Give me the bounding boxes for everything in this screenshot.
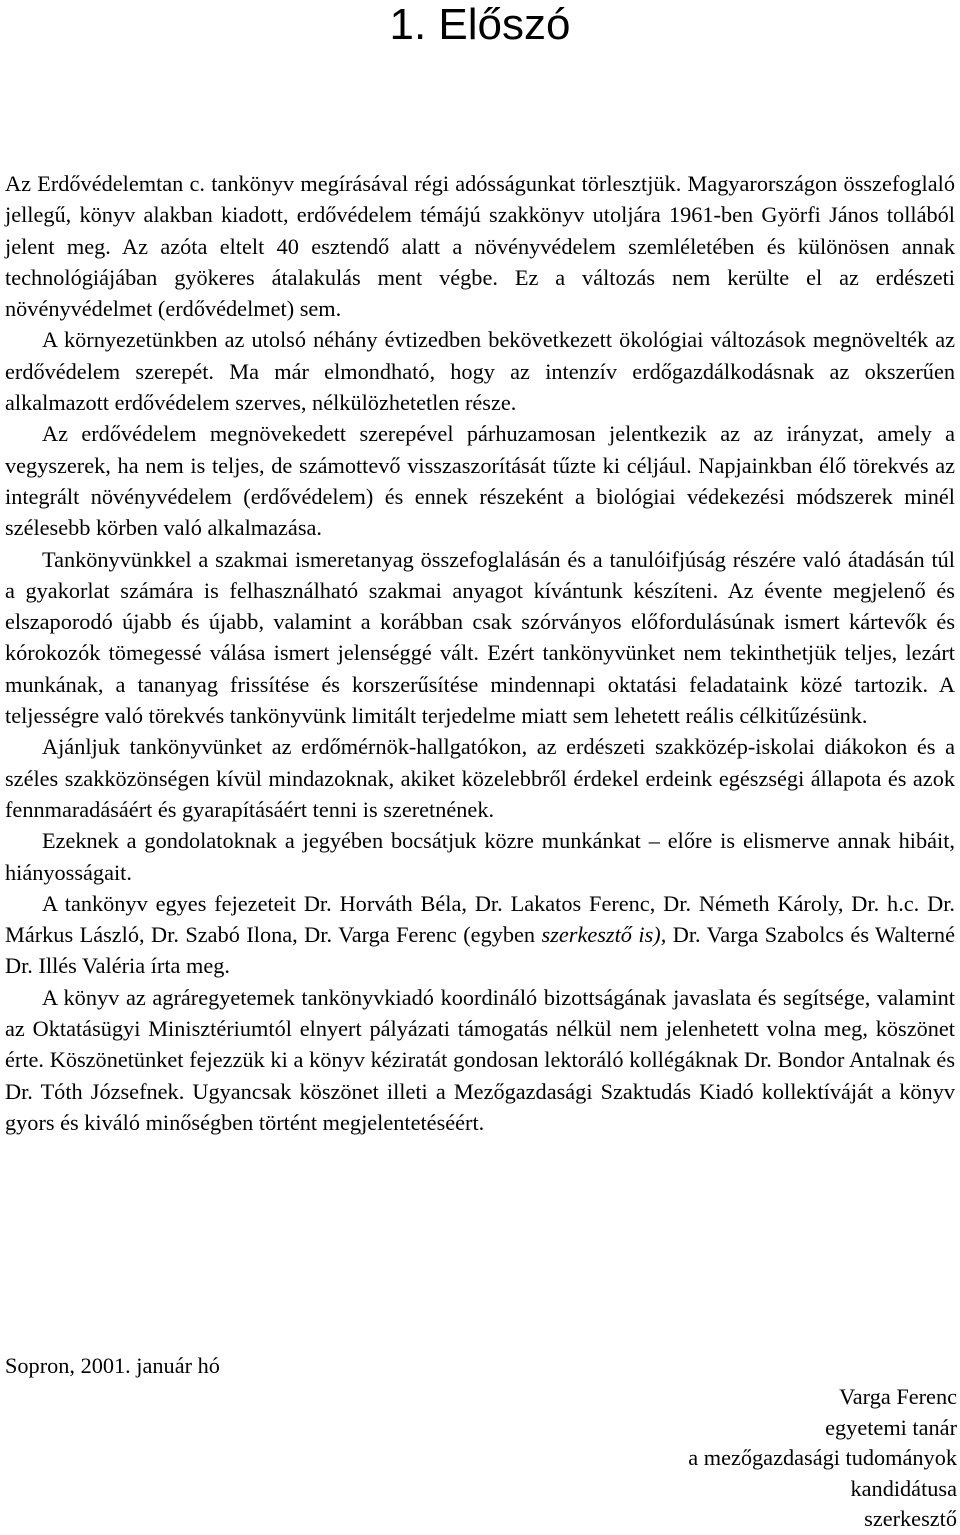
place-date: Sopron, 2001. január hó — [5, 1353, 220, 1378]
authors-text-after: Dr. Varga Szabolcs és Walterné Dr. Illés Valéria írta meg. — [5, 922, 955, 979]
paragraph-acknowledgements: A könyv az agráregyetemek tankönyvkiadó koordináló bizottságának javaslata és segítsége, valamint az Oktatásügyi Minisztériumtól elnyert pályázati támogatás nélkül nem jelenhetett volna meg, köszönet érte. Köszönetünket fejezzük ki a könyv kéziratát gondosan lektoráló kollégáknak Dr. Bondor Antalnak és Dr. Tóth Józsefnek. Ugyancsak köszönet illeti a Mezőgazdasági Szaktudás Kiadó kollektíváját a könyv gyors és kiváló minőségben történt megjelentetéséért. — [5, 984, 955, 1135]
paragraph-integrated-protection: Az erdővédelem megnövekedett szerepével párhuzamosan jelentkezik az az irányzat, amely a vegyszerek, ha nem is teljes, de számottevő visszaszorítását tűzte ki céljául. Napjainkban élő törekvés az integrált növényvédelem (erdővédelem) és ennek részeként a biológiai védekezési módszerek minél szélesebb körben való alkalmazása. — [5, 421, 955, 541]
preface-body — [5, 168, 955, 1138]
paragraph-authors — [5, 888, 955, 982]
authors-text-before: A tankönyv egyes fejezeteit Dr. Horváth Béla, Dr. Lakatos Ferenc, Dr. Németh Károly, Dr. h.c. Dr. Márkus László, Dr. Szabó Ilona, Dr. Varga Ferenc (egyben — [5, 890, 955, 948]
signature-name: Varga Ferenc — [839, 1384, 957, 1409]
signature-title: egyetemi tanár — [825, 1414, 957, 1440]
paragraph-publication: Ezeknek a gondolatoknak a jegyében bocsátjuk közre munkánkat – előre is elismerve annak hibáit, hiányosságait. — [5, 828, 955, 885]
signature-degree: a mezőgazdasági tudományok — [688, 1445, 957, 1470]
paragraph-recommendation: Ajánljuk tankönyvünket az erdőmérnök-hallgatókon, az erdészeti szakközép-iskolai diákokon és a széles szakközönségen kívül mindazoknak, akiket közelebbről érdekel erdeink egészségi állapota és azok fennmaradásáért és gyarapításáért tenni is szeretnének. — [5, 734, 955, 822]
signature-degree-2: kandidátusa — [850, 1475, 957, 1501]
paragraph-textbook-purpose: Tankönyvünkkel a szakmai ismeretanyag összefoglalásán és a tanulóifjúság részére való átadásán túl a gyakorlat számára is felhasználható szakmai anyagot kívántunk készíteni. Az évente megjelenő és elszaporodó újabb és újabb, valamint a korábban csak szórványos előfordulásúnak ismert kártevők és kórokozók tömegessé válása ismert jelenséggé vált. Ezért tankönyvünket nem tekinthetjük teljes, lezárt munkának, a tananyag frissítése és korszerűsítése mindennapi oktatási feladataink közé tartozik. A teljességre való törekvés tankönyvünk limitált terjedelme miatt sem lehetett reális célkitűzésünk. — [5, 546, 955, 729]
signature-role: szerkesztő — [864, 1506, 957, 1531]
signature-block — [688, 1382, 957, 1535]
page-title: 1. Előszó — [389, 0, 571, 49]
editor-note: szerkesztő is), — [541, 922, 667, 948]
paragraph-intro: Az Erdővédelemtan c. tankönyv megírásával régi adósságunkat törlesztjük. Magyarországon összefoglaló jellegű, könyv alakban kiadott, erdővédelem témájú szakkönyv utoljára 1961-ben Györfi János tollából jelent meg. Az azóta eltelt 40 esztendő alatt a növényvédelem szemléletében és különösen annak technológiájában gyökeres átalakulás ment végbe. Ez a változás nem kerülte el az erdészeti növényvédelmet (erdővédelmet) sem. — [5, 171, 955, 322]
paragraph-ecology: A környezetünkben az utolsó néhány évtizedben bekövetkezett ökológiai változások megnövelték az erdővédelem szerepét. Ma már elmondható, hogy az intenzív erdőgazdálkodásnak az okszerűen alkalmazott erdővédelem szerves, nélkülözhetetlen része. — [5, 327, 955, 416]
